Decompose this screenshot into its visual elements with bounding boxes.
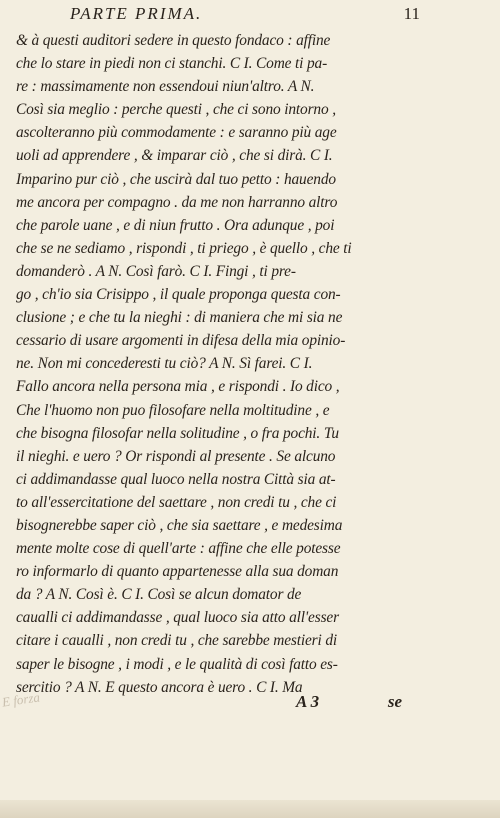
text-line: il nieghi. e uero ? Or rispondi al presente . Se alcuno — [16, 447, 336, 465]
text-line: ascolteranno più commodamente : e saranno più age — [16, 124, 337, 142]
running-title: PARTE PRIMA. — [70, 4, 203, 23]
text-line: re : massimamente non essendoui niun'altro. A N. — [16, 78, 315, 96]
text-line: uoli ad apprendere , & imparar ciò , che si dirà. C I. — [16, 147, 333, 165]
page-bottom-edge — [0, 800, 500, 818]
text-line: to all'essercitatione del saettare , non credi tu , che ci — [16, 493, 337, 511]
text-line: da ? A N. Così è. C I. Così se alcun domator de — [16, 586, 302, 604]
body-text — [16, 29, 400, 699]
text-line: me ancora per compagno . da me non harranno altro — [16, 193, 338, 211]
text-line: Che l'huomo non puo filosofare nella moltitudine , e — [16, 401, 330, 419]
text-line: mente molte cose di quell'arte : affine che elle potesse — [16, 540, 341, 558]
text-line: go , ch'io sia Crisippo , il quale proponga questa con- — [16, 286, 341, 304]
text-line: domanderò . A N. Così farò. C I. Fingi , ti pre- — [16, 262, 296, 280]
text-line: ne. Non mi concederesti tu ciò? A N. Sì farei. C I. — [16, 355, 313, 373]
text-line: citare i caualli , non credi tu , che sarebbe mestieri di — [16, 632, 337, 650]
text-line: clusione ; e che tu la nieghi : di maniera che mi sia ne — [16, 309, 343, 327]
page-number: 11 — [403, 4, 420, 23]
page-footer — [296, 692, 402, 712]
text-line: & à questi auditori sedere in questo fondaco : affine — [16, 32, 331, 49]
text-line: che bisogna filosofar nella solitudine , o fra pochi. Tu — [16, 424, 339, 442]
text-line: saper le bisogne , i modi , e le qualità di così fatto es- — [16, 655, 338, 673]
running-head — [70, 4, 420, 26]
text-line: Imparino pur ciò , che uscirà dal tuo petto : hauendo — [16, 170, 336, 188]
text-line: Così sia meglio : perche questi , che ci sono intorno , — [16, 101, 336, 119]
text-line: che se ne sediamo , rispondi , ti priego , è quello , che ti — [16, 239, 352, 257]
text-line: ci addimandasse qual luoco nella nostra Città sia at- — [16, 470, 336, 488]
text-line: che parole uane , e di niun frutto . Ora adunque , poi — [16, 216, 335, 234]
signature-mark: A 3 — [296, 692, 320, 711]
catchword: se — [387, 692, 402, 711]
text-line: sercitio ? A N. E questo ancora è uero . C I. Ma — [16, 678, 303, 696]
text-line: caualli ci addimandasse , qual luoco sia atto all'esser — [16, 609, 339, 627]
text-line: cessario di usare argomenti in difesa della mia opinio- — [16, 332, 346, 350]
text-line: ro informarlo di quanto appartenesse alla sua doman — [16, 563, 339, 581]
text-line: Fallo ancora nella persona mia , e rispondi . Io dico , — [16, 378, 340, 396]
marginal-note: E forza — [1, 689, 41, 710]
text-line: bisognerebbe saper ciò , che sia saettare , e medesima — [16, 516, 343, 534]
text-line: che lo stare in piedi non ci stanchi. C I. Come ti pa- — [16, 55, 328, 73]
